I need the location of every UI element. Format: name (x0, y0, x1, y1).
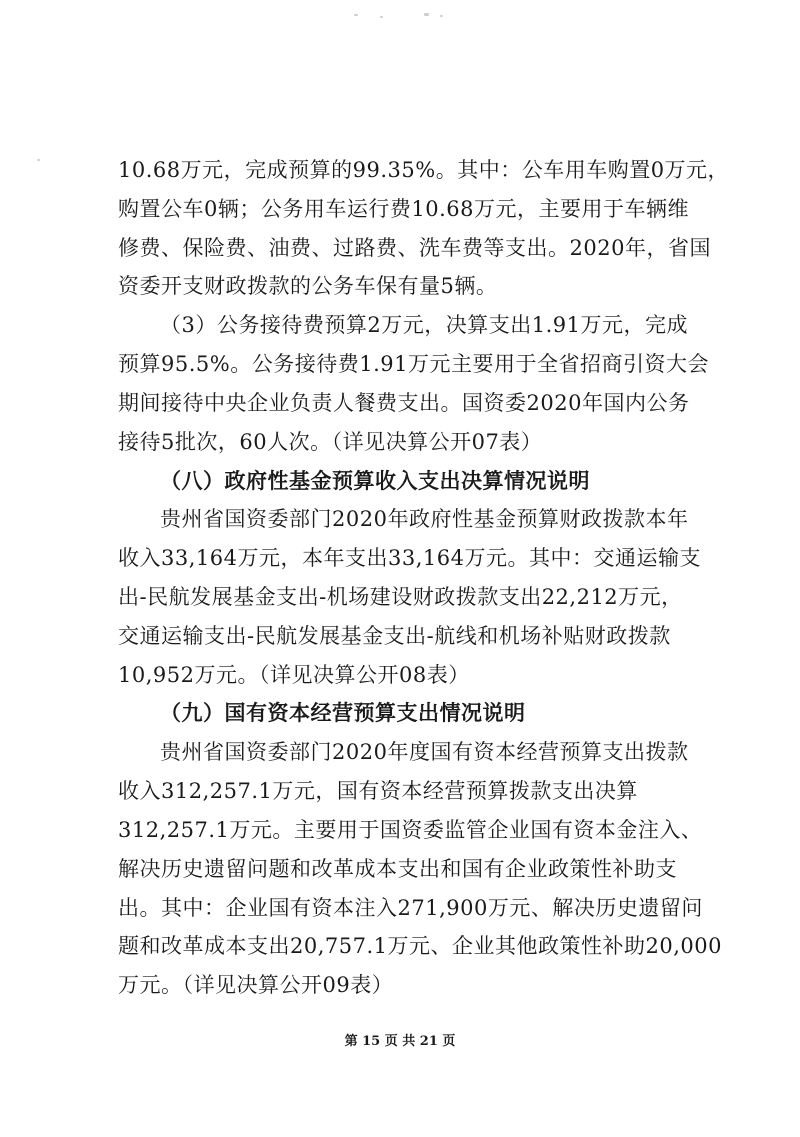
paragraph-line: 修费、保险费、油费、过路费、洗车费等支出。2020年，省国 (118, 236, 711, 260)
paragraph-line: 10.68万元，完成预算的99.35%。其中：公车用车购置0万元， (118, 158, 730, 182)
paragraph-line: 题和改革成本支出20,757.1万元、企业其他政策性补助20,000 (118, 934, 722, 958)
paragraph-line: 交通运输支出-民航发展基金支出-航线和机场补贴财政拨款 (118, 624, 671, 648)
paragraph-line: 出。其中：企业国有资本注入271,900万元、解决历史遗留问 (118, 896, 703, 920)
scan-speck (440, 15, 443, 17)
scan-speck (37, 159, 40, 161)
section-heading-9: （九）国有资本经营预算支出情况说明 (160, 700, 526, 725)
paragraph-line: 10,952万元。（详见决算公开08表） (118, 663, 470, 687)
paragraph-line: 贵州省国资委部门2020年度国有资本经营预算支出拨款 (160, 740, 689, 764)
paragraph-line: 接待5批次，60人次。（详见决算公开07表） (118, 430, 543, 454)
paragraph-line: 出-民航发展基金支出-机场建设财政拨款支出22,212万元， (118, 585, 683, 609)
paragraph-line: 收入33,164万元，本年支出33,164万元。其中：交通运输支 (118, 546, 701, 570)
scan-speck (354, 14, 358, 16)
paragraph-line: 万元。（详见决算公开09表） (118, 973, 394, 997)
paragraph-line: （3）公务接待费预算2万元，决算支出1.91万元，完成 (160, 313, 688, 337)
page-footer: 第 15 页 共 21 页 (344, 1034, 456, 1049)
paragraph-line: 资委开支财政拨款的公务车保有量5辆。 (118, 274, 498, 298)
paragraph-line: 购置公车0辆；公务用车运行费10.68万元，主要用于车辆维 (118, 197, 689, 221)
scan-speck (424, 13, 429, 16)
paragraph-line: 期间接待中央企业负责人餐费支出。国资委2020年国内公务 (118, 391, 690, 415)
paragraph-line: 解决历史遗留问题和改革成本支出和国有企业政策性补助支 (118, 857, 677, 881)
paragraph-line: 预算95.5%。公务接待费1.91万元主要用于全省招商引资大会 (118, 352, 709, 376)
section-heading-8: （八）政府性基金预算收入支出决算情况说明 (160, 468, 590, 493)
paragraph-line: 312,257.1万元。主要用于国资委监管企业国有资本金注入、 (118, 818, 703, 842)
scan-speck (380, 16, 383, 18)
paragraph-line: 贵州省国资委部门2020年政府性基金预算财政拨款本年 (160, 507, 689, 531)
paragraph-line: 收入312,257.1万元，国有资本经营预算拨款支出决算 (118, 779, 638, 803)
